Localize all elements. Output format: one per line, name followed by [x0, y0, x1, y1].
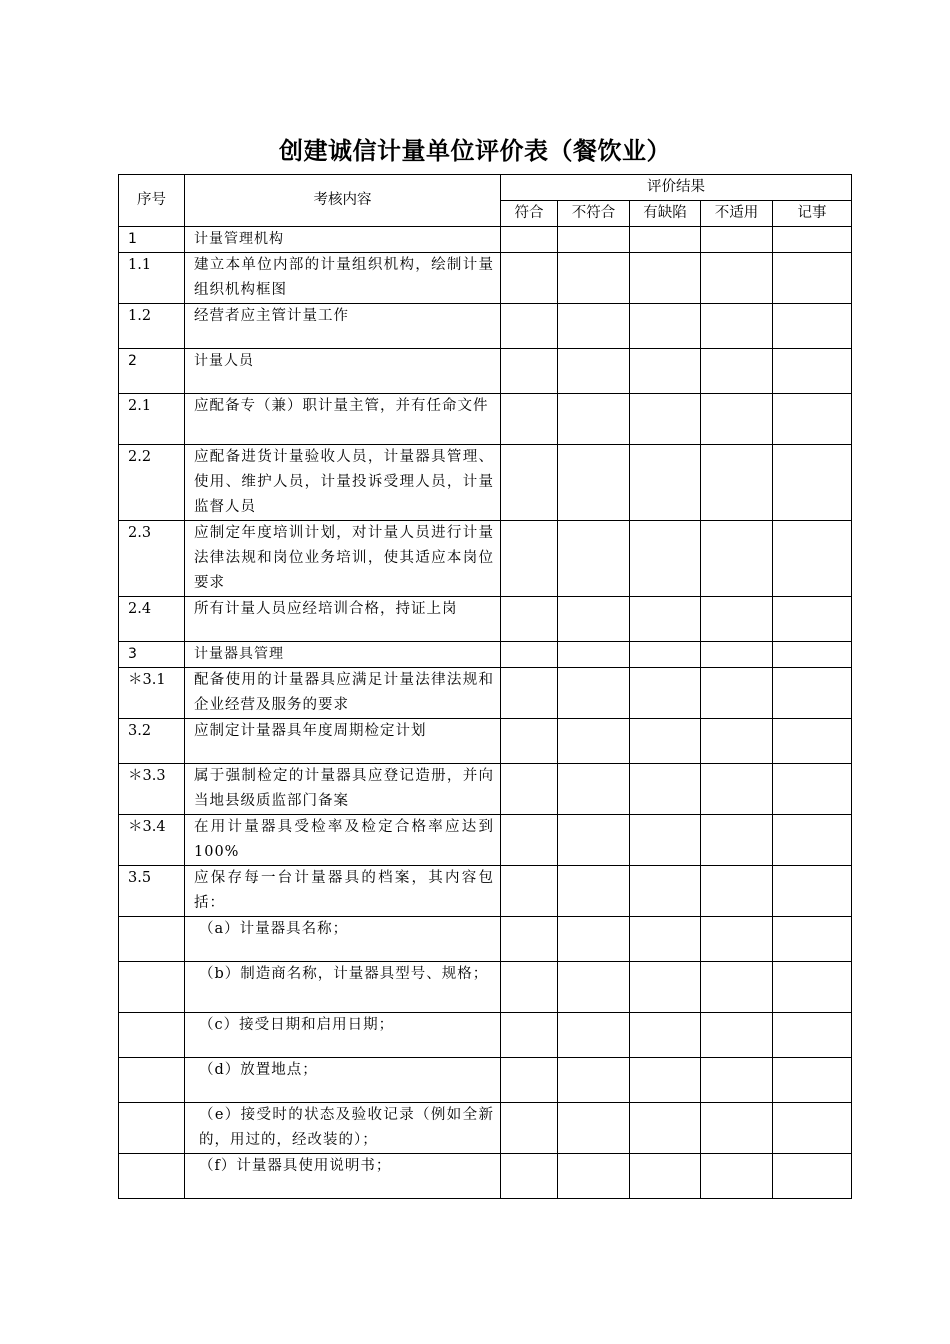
result-cell [558, 719, 630, 764]
table-body [119, 227, 852, 1199]
table-row [119, 394, 852, 445]
row-content: （d）放置地点； [185, 1058, 501, 1103]
row-content: 建立本单位内部的计量组织机构，绘制计量组织机构框图 [185, 253, 501, 304]
row-number: 2.4 [119, 597, 185, 642]
result-cell [773, 764, 852, 815]
section-row [119, 642, 852, 668]
row-number: 2.3 [119, 521, 185, 597]
row-number: ＊3.4 [119, 815, 185, 866]
result-cell [558, 1058, 630, 1103]
result-cell [773, 719, 852, 764]
result-cell [773, 815, 852, 866]
row-number: ＊3.3 [119, 764, 185, 815]
result-cell [773, 962, 852, 1013]
result-cell [773, 917, 852, 962]
table-row [119, 815, 852, 866]
result-cell [773, 1103, 852, 1154]
result-cell [701, 304, 773, 349]
result-cell [558, 1013, 630, 1058]
row-content: 属于强制检定的计量器具应登记造册，并向当地县级质监部门备案 [185, 764, 501, 815]
result-cell [630, 394, 701, 445]
result-cell [501, 445, 558, 521]
table-row [119, 521, 852, 597]
row-number: 3.2 [119, 719, 185, 764]
table-row [119, 962, 852, 1013]
result-cell [630, 1013, 701, 1058]
result-cell [630, 815, 701, 866]
result-cell [558, 597, 630, 642]
result-cell [630, 1058, 701, 1103]
header-content: 考核内容 [185, 175, 501, 227]
result-cell [630, 642, 701, 668]
result-cell [501, 719, 558, 764]
result-cell [701, 597, 773, 642]
result-cell [701, 521, 773, 597]
result-cell [501, 304, 558, 349]
section-row [119, 349, 852, 394]
result-cell [630, 1103, 701, 1154]
row-number: 3 [119, 642, 185, 668]
header-result-group: 评价结果 [501, 175, 852, 201]
result-cell [701, 1103, 773, 1154]
result-cell [630, 521, 701, 597]
result-cell [630, 719, 701, 764]
result-cell [773, 642, 852, 668]
result-cell [630, 304, 701, 349]
result-cell [773, 668, 852, 719]
row-number [119, 1154, 185, 1199]
page-title: 创建诚信计量单位评价表（餐饮业） [279, 137, 671, 165]
result-cell [558, 253, 630, 304]
result-cell [630, 866, 701, 917]
result-cell [558, 394, 630, 445]
row-content: （c）接受日期和启用日期； [185, 1013, 501, 1058]
result-cell [501, 917, 558, 962]
result-cell [501, 253, 558, 304]
result-cell [773, 597, 852, 642]
result-cell [501, 642, 558, 668]
row-number: 2 [119, 349, 185, 394]
result-cell [630, 253, 701, 304]
row-number: 2.2 [119, 445, 185, 521]
row-content: 应制定计量器具年度周期检定计划 [185, 719, 501, 764]
result-cell [501, 1154, 558, 1199]
result-cell [630, 1154, 701, 1199]
row-content: 计量管理机构 [185, 227, 501, 253]
result-cell [773, 304, 852, 349]
row-content: 应制定年度培训计划，对计量人员进行计量法律法规和岗位业务培训，使其适应本岗位要求 [185, 521, 501, 597]
result-cell [701, 866, 773, 917]
table-row [119, 764, 852, 815]
result-cell [701, 253, 773, 304]
result-cell [501, 815, 558, 866]
result-cell [630, 962, 701, 1013]
row-number: 1.2 [119, 304, 185, 349]
table-row [119, 445, 852, 521]
result-cell [701, 394, 773, 445]
result-cell [558, 521, 630, 597]
result-cell [558, 668, 630, 719]
result-cell [558, 764, 630, 815]
row-number: 3.5 [119, 866, 185, 917]
result-cell [773, 227, 852, 253]
result-cell [558, 445, 630, 521]
result-cell [630, 227, 701, 253]
result-cell [501, 764, 558, 815]
result-cell [558, 1154, 630, 1199]
result-cell [701, 764, 773, 815]
result-cell [501, 349, 558, 394]
result-cell [701, 668, 773, 719]
result-cell [501, 1058, 558, 1103]
header-result-na: 不适用 [701, 201, 773, 227]
result-cell [501, 1013, 558, 1058]
row-content: 应配备进货计量验收人员，计量器具管理、使用、维护人员，计量投诉受理人员，计量监督人员 [185, 445, 501, 521]
result-cell [773, 1154, 852, 1199]
result-cell [501, 1103, 558, 1154]
result-cell [630, 917, 701, 962]
table-row [119, 1154, 852, 1199]
result-cell [773, 1013, 852, 1058]
result-cell [558, 227, 630, 253]
result-cell [558, 642, 630, 668]
result-cell [701, 719, 773, 764]
result-cell [630, 668, 701, 719]
result-cell [701, 349, 773, 394]
evaluation-table [118, 174, 852, 1199]
table-row [119, 253, 852, 304]
result-cell [558, 866, 630, 917]
header-result-nonconform: 不符合 [558, 201, 630, 227]
row-content: 经营者应主管计量工作 [185, 304, 501, 349]
result-cell [558, 1103, 630, 1154]
table-row [119, 1058, 852, 1103]
row-number: 1 [119, 227, 185, 253]
result-cell [773, 866, 852, 917]
row-content: 在用计量器具受检率及检定合格率应达到100% [185, 815, 501, 866]
table-row [119, 1103, 852, 1154]
result-cell [501, 521, 558, 597]
row-content: （e）接受时的状态及验收记录（例如全新的，用过的，经改装的）； [185, 1103, 501, 1154]
result-cell [558, 304, 630, 349]
result-cell [630, 445, 701, 521]
result-cell [701, 1013, 773, 1058]
result-cell [701, 917, 773, 962]
result-cell [701, 445, 773, 521]
row-content: 计量器具管理 [185, 642, 501, 668]
result-cell [501, 962, 558, 1013]
result-cell [701, 227, 773, 253]
result-cell [701, 962, 773, 1013]
row-number: ＊3.1 [119, 668, 185, 719]
result-cell [501, 597, 558, 642]
row-content: 计量人员 [185, 349, 501, 394]
row-content: （f）计量器具使用说明书； [185, 1154, 501, 1199]
result-cell [701, 1154, 773, 1199]
header-result-defect: 有缺陷 [630, 201, 701, 227]
row-number: 1.1 [119, 253, 185, 304]
header-no: 序号 [119, 175, 185, 227]
result-cell [773, 521, 852, 597]
row-content: 所有计量人员应经培训合格，持证上岗 [185, 597, 501, 642]
result-cell [501, 227, 558, 253]
table-row [119, 719, 852, 764]
result-cell [701, 1058, 773, 1103]
table-row [119, 668, 852, 719]
row-content: （b）制造商名称，计量器具型号、规格； [185, 962, 501, 1013]
result-cell [558, 815, 630, 866]
header-result-note: 记事 [773, 201, 852, 227]
section-row [119, 227, 852, 253]
result-cell [558, 962, 630, 1013]
row-content: （a）计量器具名称； [185, 917, 501, 962]
row-content: 配备使用的计量器具应满足计量法律法规和企业经营及服务的要求 [185, 668, 501, 719]
row-content: 应保存每一台计量器具的档案，其内容包括： [185, 866, 501, 917]
header-result-conform: 符合 [501, 201, 558, 227]
table-row [119, 917, 852, 962]
table-row [119, 866, 852, 917]
result-cell [558, 349, 630, 394]
result-cell [773, 349, 852, 394]
result-cell [773, 253, 852, 304]
result-cell [773, 394, 852, 445]
result-cell [501, 866, 558, 917]
table-row [119, 304, 852, 349]
row-number [119, 1103, 185, 1154]
row-number [119, 962, 185, 1013]
table-row [119, 1013, 852, 1058]
row-number [119, 1013, 185, 1058]
result-cell [630, 349, 701, 394]
result-cell [501, 668, 558, 719]
result-cell [701, 815, 773, 866]
table-row [119, 597, 852, 642]
row-number: 2.1 [119, 394, 185, 445]
result-cell [558, 917, 630, 962]
row-number [119, 917, 185, 962]
result-cell [701, 642, 773, 668]
result-cell [630, 764, 701, 815]
row-content: 应配备专（兼）职计量主管，并有任命文件 [185, 394, 501, 445]
result-cell [773, 445, 852, 521]
result-cell [773, 1058, 852, 1103]
result-cell [630, 597, 701, 642]
row-number [119, 1058, 185, 1103]
result-cell [501, 394, 558, 445]
